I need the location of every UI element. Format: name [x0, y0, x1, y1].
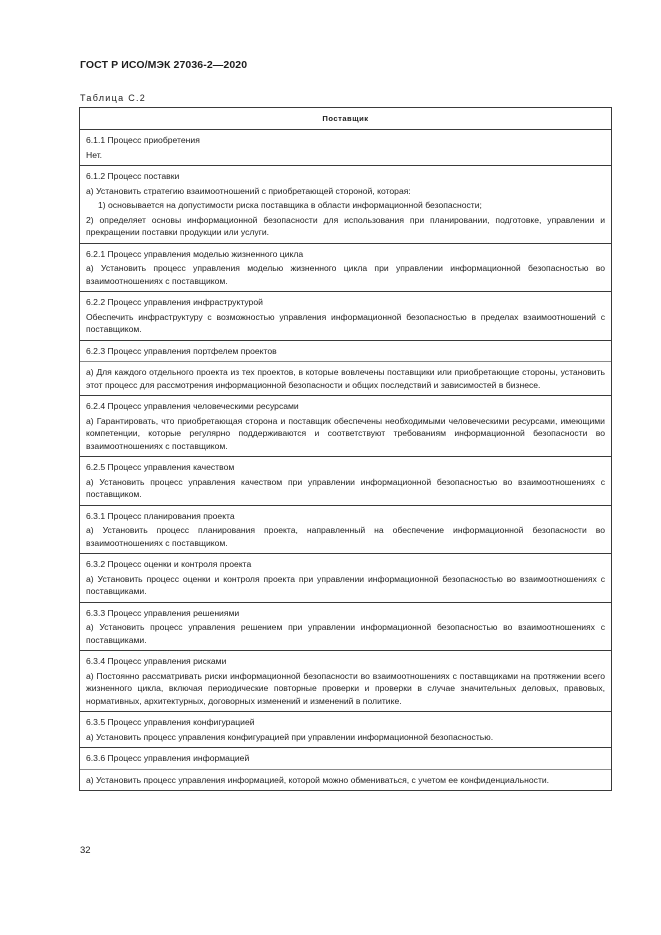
- table-body: [80, 130, 611, 790]
- table-row: [80, 747, 611, 790]
- process-requirement: Обеспечить инфраструктуру с возможностью управления информационной безопасностью в пределах взаимоотношений с поставщиком.: [86, 311, 605, 334]
- table-row: [80, 602, 611, 651]
- process-title: 6.3.4 Процесс управления рисками: [86, 656, 227, 666]
- process-title: 6.2.3 Процесс управления портфелем проектов: [86, 345, 277, 356]
- table-row: [80, 340, 611, 396]
- process-title: 6.3.1 Процесс планирования проекта: [86, 510, 235, 521]
- process-requirement: а) Для каждого отдельного проекта из тех проектов, в которые вовлечены поставщики или приобретающие стороны, установить этот процесс для рассмотрения информационной безопасности и общих последствий и зависимостей в бизнесе.: [80, 361, 611, 395]
- table-row: [80, 395, 611, 456]
- table-row: [80, 130, 611, 165]
- table-row: [80, 553, 611, 602]
- process-requirement: а) Установить процесс управления информацией, которой можно обмениваться, с учетом ее конфиденциальности.: [80, 769, 611, 791]
- process-title: 6.3.5 Процесс управления конфигурацией: [86, 717, 255, 727]
- process-title: 6.2.1 Процесс управления моделью жизненного цикла: [86, 248, 304, 259]
- document-title: ГОСТ Р ИСО/МЭК 27036-2—2020: [80, 59, 248, 71]
- table-row: [80, 456, 611, 505]
- process-title: 6.3.6 Процесс управления информацией: [86, 753, 250, 763]
- process-title: 6.1.2 Процесс поставки: [86, 171, 180, 181]
- table-row: [80, 505, 611, 554]
- process-requirement: а) Постоянно рассматривать риски информационной безопасности во взаимоотношениях с поставщиками на протяжении всего жизненного цикла, включая периодические повторные проверки и проверки в случае значительных деловых, правовых, нормативных, архитектурных, договорных изменений и изменений в политике.: [86, 670, 605, 706]
- table-column-header: Поставщик: [80, 108, 611, 130]
- process-title: 6.2.2 Процесс управления инфраструктурой: [86, 297, 263, 307]
- process-title: 6.2.4 Процесс управления человеческими ресурсами: [86, 401, 299, 411]
- table-row: [80, 165, 611, 243]
- table-row: [80, 650, 611, 711]
- table-row: [80, 291, 611, 340]
- process-requirement: Нет.: [86, 149, 103, 160]
- process-requirement: 1) основывается на допустимости риска поставщика в области информационной безопасности;: [98, 200, 482, 210]
- process-title: 6.3.3 Процесс управления решениями: [86, 607, 240, 618]
- process-requirement: а) Гарантировать, что приобретающая сторона и поставщик обеспечены необходимыми человеческими ресурсами, имеющими компетенции, которые регулярно поддерживаются и соответствуют требованиям информационной безопасности во взаимоотношениях с поставщиком.: [86, 415, 605, 451]
- process-requirement: а) Установить процесс управления качеством при управлении информационной безопасностью во взаимоотношениях с поставщиком.: [86, 476, 605, 499]
- process-requirement: а) Установить процесс оценки и контроля проекта при управлении информационной безопасностью во взаимоотношениях с поставщиками.: [86, 573, 605, 596]
- process-title: 6.2.5 Процесс управления качеством: [86, 462, 235, 472]
- process-requirement: 2) определяет основы информационной безопасности для использования при планировании, подготовке, управлении и прекращении поставки продукции или услуги.: [86, 214, 605, 237]
- table-row: [80, 711, 611, 747]
- process-title: 6.3.2 Процесс оценки и контроля проекта: [86, 559, 252, 569]
- page-number: 32: [80, 845, 91, 856]
- process-title: 6.1.1 Процесс приобретения: [86, 135, 200, 145]
- process-requirement: а) Установить процесс управления моделью жизненного цикла при управлении информационной безопасностью во взаимоотношениях с поставщиком.: [86, 263, 605, 286]
- table-caption: Таблица С.2: [80, 93, 147, 103]
- process-requirement: а) Установить процесс планирования проекта, направленный на обеспечение информационной безопасности во взаимоотношениях с поставщиком.: [86, 525, 605, 548]
- process-requirement: а) Установить процесс управления конфигурацией при управлении информационной безопасностью.: [86, 731, 494, 742]
- requirements-table: [79, 107, 612, 791]
- table-row: [80, 243, 611, 292]
- process-requirement: а) Установить стратегию взаимоотношений с приобретающей стороной, которая:: [86, 185, 411, 196]
- process-requirement: а) Установить процесс управления решением при управлении информационной безопасностью во взаимоотношениях с поставщиками.: [86, 622, 605, 645]
